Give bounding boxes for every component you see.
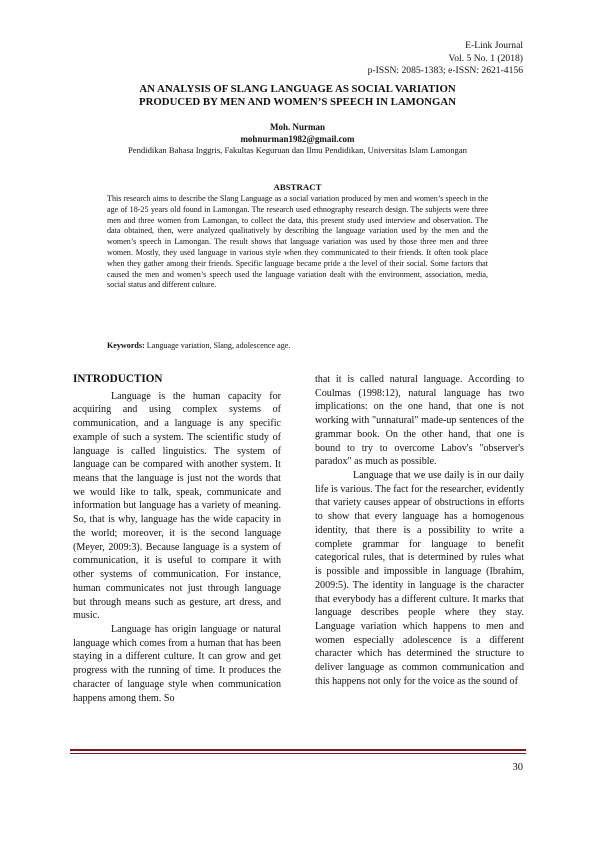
author-email: mohnurman1982@gmail.com [240, 133, 355, 144]
right-column [315, 373, 524, 689]
paper-title-line-2: PRODUCED BY MEN AND WOMEN’S SPEECH IN LAMONGAN [138, 96, 457, 108]
journal-header [368, 40, 523, 78]
paper-title [72, 83, 523, 109]
page-number: 30 [512, 762, 523, 773]
footer-rule-thick [70, 749, 526, 751]
intro-paragraph-2: Language has origin language or natural language which comes from a human that has been staying in a different culture. It can grow and get progress with the running of time. It produces the character of language style when communication happens among them. So [73, 623, 281, 704]
intro-paragraph-4: Language that we use daily is in our daily life is various. The fact for the researcher, evidently that variety causes appear of obstructions in efforts to show that every language has a homogenous identity, that there is a possibility to write a complete grammar for language to benefit categorical rules, that is determined by rules what is possible and impossible in language (Ibrahim, 2009:5). The identity in language is the character that everybody has a different culture. It marks that language describes people where they stay. Language variation which happens to men and women especially adolescence is a different character which has determined the structure to deliver language as common communication and this happens not only for the voice as the sound of [315, 470, 524, 687]
journal-issn: p-ISSN: 2085-1383; e-ISSN: 2621-4156 [367, 65, 523, 76]
keywords-text: Language variation, Slang, adolescence age. [146, 341, 291, 350]
keywords-label: Keywords: [107, 341, 145, 350]
author-block [72, 122, 523, 157]
introduction-heading: INTRODUCTION [73, 373, 163, 385]
author-name: Moh. Nurman [269, 122, 325, 132]
footer-rule-thin [70, 753, 526, 754]
journal-volume: Vol. 5 No. 1 (2018) [448, 52, 523, 64]
intro-paragraph-3: that it is called natural language. According to Coulmas (1998:12), natural language has two implications: on the one hand, that one is not working with "unnatural" made-up sentences of the grammar book. On the other hand, that one is bound to try to overcome Labov's "observer's paradox" as much as possible. [315, 374, 524, 468]
keywords [107, 341, 290, 350]
intro-paragraph-1: Language is the human capacity for acquiring and using complex systems of communication, and a language is any specific example of such a system. The scientific study of language is called linguistics. The system of language can be compared with another system. It means that the language is just not the words that we would like to talk, speak, communicate and information but language has a variety of meaning. So, that is why, language has the wide capacity in the world; moreover, it is the second language (Meyer, 2009:3). Because language is a system of communication, it is useful to compare it with other systems of communication. For instance, human communicates not just through language but through means such as gesture, art dress, and music. [73, 390, 281, 622]
left-column [73, 373, 281, 705]
journal-name: E-Link Journal [465, 40, 523, 51]
paper-title-line-1: AN ANALYSIS OF SLANG LANGUAGE AS SOCIAL VARIATION [139, 83, 456, 95]
abstract-text: This research aims to describe the Slang Language as a social variation produced by men and women’s speech in the age of 18-25 years old found in Lamongan. The research used ethnography research design. The subjects were three men and three women from Lamongan, to collect the data, this present study used interview and observation. The data obtained, then, were analyzed qualitatively by describing the language variation used by the men and the women’s speech in Lamongan. The result shows that language variation was used by those three men and three women. Mostly, they used language in various style when they communicated to their friends. It often took place when they gather among their friends. Specific language became pride a the level of their social. Some factors that caused the men and women’s speech used the language variation dealt with the environment, association, media, social status and different culture. [107, 194, 488, 290]
abstract-heading: ABSTRACT [273, 182, 322, 192]
author-affiliation: Pendidikan Bahasa Inggris, Fakultas Keguruan dan Ilmu Pendidikan, Universitas Islam Lamongan [128, 145, 467, 155]
